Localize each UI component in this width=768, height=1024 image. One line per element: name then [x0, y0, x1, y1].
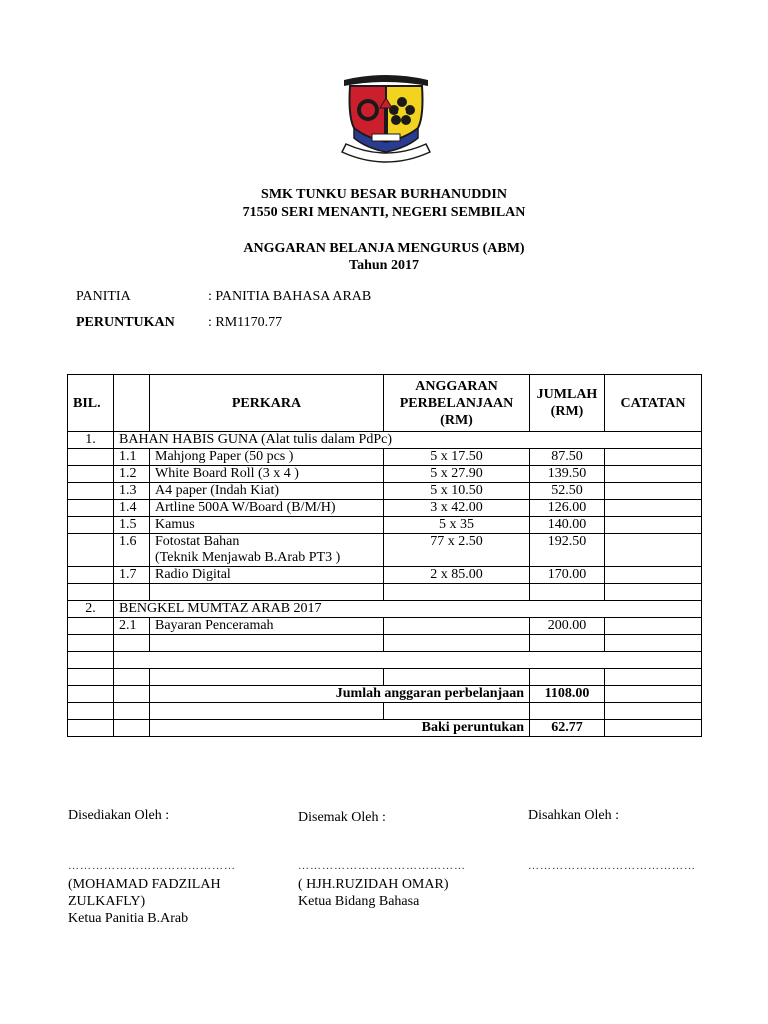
empty-cell [114, 703, 150, 720]
empty-cell [68, 652, 114, 669]
empty-cell [384, 703, 530, 720]
checked-by-label: Disemak Oleh : [298, 810, 386, 825]
item-note [605, 466, 702, 483]
header-jumlah-l1: JUMLAH [536, 387, 598, 402]
item-note [605, 483, 702, 500]
item-total: 192.50 [530, 534, 605, 567]
item-number: 1.2 [114, 466, 150, 483]
header-anggaran-l3: (RM) [440, 412, 473, 428]
empty-cell [150, 584, 384, 601]
empty-cell [530, 703, 605, 720]
prepared-name-line2: ZULKAFLY) [68, 894, 146, 909]
item-number: 1.7 [114, 567, 150, 584]
item-name: Mahjong Paper (50 pcs ) [150, 449, 384, 466]
header-anggaran [384, 375, 530, 432]
empty-cell [605, 703, 702, 720]
section-number: 1. [68, 432, 114, 449]
table-row [68, 534, 702, 567]
table-row [68, 483, 702, 500]
header-jumlah [530, 375, 605, 432]
empty-cell [530, 584, 605, 601]
balance-value: 62.77 [530, 720, 605, 737]
table-row [68, 517, 702, 534]
empty-cell [605, 686, 702, 703]
document-title: ANGGARAN BELANJA MENGURUS (ABM) [243, 241, 525, 256]
item-number: 1.6 [114, 534, 150, 567]
item-name: Kamus [150, 517, 384, 534]
empty-cell [68, 584, 114, 601]
section-row [68, 432, 702, 449]
checked-name: ( HJH.RUZIDAH OMAR) [298, 877, 449, 892]
empty-cell [68, 517, 114, 534]
item-total: 52.50 [530, 483, 605, 500]
header-jumlah-l2: (RM) [550, 404, 584, 419]
empty-cell [114, 720, 150, 737]
table-row [68, 466, 702, 483]
empty-cell [68, 534, 114, 567]
item-estimate: 5 x 27.90 [384, 466, 530, 483]
empty-cell [68, 669, 114, 686]
empty-cell [605, 635, 702, 652]
item-estimate: 5 x 10.50 [384, 483, 530, 500]
item-estimate: 2 x 85.00 [384, 567, 530, 584]
empty-cell [530, 635, 605, 652]
empty-cell [68, 466, 114, 483]
section-title: BENGKEL MUMTAZ ARAB 2017 [114, 601, 702, 618]
school-address: 71550 SERI MENANTI, NEGERI SEMBILAN [242, 205, 526, 220]
item-total: 170.00 [530, 567, 605, 584]
empty-cell [68, 686, 114, 703]
item-total: 139.50 [530, 466, 605, 483]
item-name: A4 paper (Indah Kiat) [150, 483, 384, 500]
document-year: Tahun 2017 [349, 258, 419, 273]
header-catatan: CATATAN [605, 375, 702, 432]
item-total: 126.00 [530, 500, 605, 517]
empty-row [68, 652, 702, 669]
header-subno [114, 375, 150, 432]
item-number: 1.4 [114, 500, 150, 517]
empty-cell [68, 618, 114, 635]
checked-signature-line: …………………………………… [298, 860, 466, 872]
prepared-name-line1: (MOHAMAD FADZILAH [68, 877, 221, 892]
total-label: Jumlah anggaran perbelanjaan [150, 686, 530, 703]
item-total: 140.00 [530, 517, 605, 534]
table-row [68, 449, 702, 466]
item-name-line2: (Teknik Menjawab B.Arab PT3 ) [155, 550, 341, 565]
item-name: Bayaran Penceramah [150, 618, 384, 635]
total-value: 1108.00 [530, 686, 605, 703]
section-row [68, 601, 702, 618]
empty-cell [384, 584, 530, 601]
section-title: BAHAN HABIS GUNA (Alat tulis dalam PdPc) [114, 432, 702, 449]
header-perkara: PERKARA [150, 375, 384, 432]
item-note [605, 500, 702, 517]
balance-label: Baki peruntukan [150, 720, 530, 737]
balance-row [68, 720, 702, 737]
empty-row [68, 703, 702, 720]
empty-cell [114, 686, 150, 703]
prepared-title: Ketua Panitia B.Arab [68, 911, 189, 926]
section-number: 2. [68, 601, 114, 618]
empty-cell [605, 720, 702, 737]
empty-cell [68, 483, 114, 500]
header-anggaran-l1: ANGGARAN [415, 378, 498, 394]
empty-cell [68, 567, 114, 584]
checked-title: Ketua Bidang Bahasa [298, 894, 420, 909]
item-note [605, 449, 702, 466]
item-name [150, 534, 384, 567]
item-number: 1.1 [114, 449, 150, 466]
empty-row [68, 669, 702, 686]
item-name: White Board Roll (3 x 4 ) [150, 466, 384, 483]
empty-cell [530, 669, 605, 686]
item-note [605, 517, 702, 534]
empty-cell [114, 584, 150, 601]
panitia-value: : PANITIA BAHASA ARAB [208, 289, 372, 304]
total-row [68, 686, 702, 703]
approved-by-label: Disahkan Oleh : [528, 808, 619, 823]
empty-cell [384, 669, 530, 686]
empty-cell [114, 652, 702, 669]
item-estimate: 5 x 35 [384, 517, 530, 534]
table-header-row [68, 375, 702, 432]
empty-row [68, 635, 702, 652]
empty-cell [605, 669, 702, 686]
item-number: 1.5 [114, 517, 150, 534]
empty-cell [68, 703, 114, 720]
panitia-label: PANITIA [76, 289, 131, 304]
table-row [68, 567, 702, 584]
prepared-by-label: Disediakan Oleh : [68, 808, 170, 823]
item-note [605, 534, 702, 567]
school-crest-logo [336, 72, 436, 172]
empty-cell [114, 635, 150, 652]
empty-cell [150, 635, 384, 652]
item-estimate: 77 x 2.50 [384, 534, 530, 567]
item-name: Radio Digital [150, 567, 384, 584]
empty-cell [68, 720, 114, 737]
empty-cell [605, 584, 702, 601]
approved-signature-line: …………………………………… [528, 860, 696, 872]
peruntukan-value: : RM1170.77 [208, 315, 283, 330]
item-name-line1: Fotostat Bahan [155, 534, 240, 549]
item-estimate [384, 618, 530, 635]
header-anggaran-l2: PERBELANJAAN [399, 395, 514, 411]
empty-cell [68, 635, 114, 652]
empty-cell [150, 669, 384, 686]
budget-table [67, 374, 702, 737]
item-name: Artline 500A W/Board (B/M/H) [150, 500, 384, 517]
table-row [68, 500, 702, 517]
empty-cell [68, 449, 114, 466]
prepared-signature-line: …………………………………… [68, 860, 236, 872]
item-number: 2.1 [114, 618, 150, 635]
item-estimate: 5 x 17.50 [384, 449, 530, 466]
item-note [605, 567, 702, 584]
school-name: SMK TUNKU BESAR BURHANUDDIN [261, 187, 507, 202]
item-note [605, 618, 702, 635]
item-estimate: 3 x 42.00 [384, 500, 530, 517]
item-total: 87.50 [530, 449, 605, 466]
header-bil: BIL. [68, 375, 114, 432]
empty-row [68, 584, 702, 601]
item-number: 1.3 [114, 483, 150, 500]
empty-cell [150, 703, 384, 720]
empty-cell [68, 500, 114, 517]
item-total: 200.00 [530, 618, 605, 635]
empty-cell [114, 669, 150, 686]
peruntukan-label: PERUNTUKAN [76, 315, 175, 330]
table-row [68, 618, 702, 635]
empty-cell [384, 635, 530, 652]
